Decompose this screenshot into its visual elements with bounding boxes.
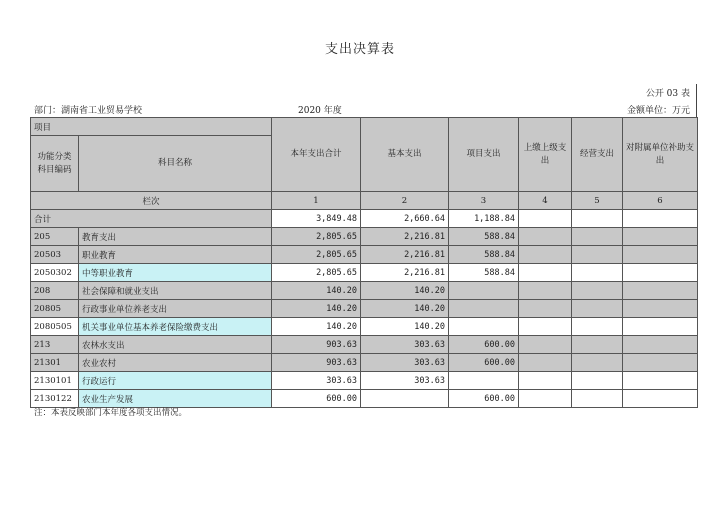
cell-col-3 [449, 300, 519, 318]
cell-col-3: 600.00 [449, 390, 519, 408]
cell-col-5 [572, 318, 623, 336]
row-name: 社会保障和就业支出 [79, 282, 272, 300]
table-row [31, 336, 698, 354]
cell-col-2: 2,660.64 [361, 210, 449, 228]
row-name: 中等职业教育 [79, 264, 272, 282]
row-name: 教育支出 [79, 228, 272, 246]
cell-col-2: 140.20 [361, 282, 449, 300]
cell-col-1: 903.63 [272, 354, 361, 372]
margin-line [696, 84, 697, 118]
cell-col-3 [449, 372, 519, 390]
cell-col-5 [572, 282, 623, 300]
row-code: 208 [31, 282, 79, 300]
header-item: 项目 [31, 118, 272, 136]
cell-col-5 [572, 228, 623, 246]
cell-col-3: 588.84 [449, 264, 519, 282]
cell-col-3 [449, 318, 519, 336]
header-code: 功能分类科目编码 [31, 136, 79, 192]
header-col-4: 上缴上级支出 [519, 118, 572, 192]
cell-col-4 [519, 264, 572, 282]
cell-col-2: 2,216.81 [361, 264, 449, 282]
cell-col-3: 588.84 [449, 246, 519, 264]
cell-col-1: 303.63 [272, 372, 361, 390]
cell-col-4 [519, 390, 572, 408]
cell-col-2: 2,216.81 [361, 228, 449, 246]
table-row [31, 282, 698, 300]
cell-col-5 [572, 390, 623, 408]
row-name: 农业农村 [79, 354, 272, 372]
table-row [31, 228, 698, 246]
row-code: 2130101 [31, 372, 79, 390]
table-row [31, 246, 698, 264]
table-row [31, 318, 698, 336]
index-col-2: 2 [361, 192, 449, 210]
cell-col-4 [519, 318, 572, 336]
cell-col-6 [623, 264, 698, 282]
cell-col-2: 140.20 [361, 318, 449, 336]
row-code: 21301 [31, 354, 79, 372]
index-col-6: 6 [623, 192, 698, 210]
table-note: 注：本表反映部门本年度各项支出情况。 [34, 408, 188, 418]
header-col-1: 本年支出合计 [272, 118, 361, 192]
cell-col-1: 903.63 [272, 336, 361, 354]
header-col-3: 项目支出 [449, 118, 519, 192]
cell-col-6 [623, 210, 698, 228]
cell-col-2: 2,216.81 [361, 246, 449, 264]
cell-col-4 [519, 282, 572, 300]
cell-col-3: 588.84 [449, 228, 519, 246]
expenditure-table [30, 117, 698, 408]
table-row [31, 390, 698, 408]
row-name: 农林水支出 [79, 336, 272, 354]
row-code: 205 [31, 228, 79, 246]
cell-col-6 [623, 390, 698, 408]
cell-col-1: 140.20 [272, 300, 361, 318]
row-code: 2080505 [31, 318, 79, 336]
table-row [31, 372, 698, 390]
cell-col-1: 140.20 [272, 282, 361, 300]
header-col-2: 基本支出 [361, 118, 449, 192]
cell-col-1: 2,805.65 [272, 246, 361, 264]
table-row [31, 354, 698, 372]
cell-col-5 [572, 300, 623, 318]
row-code: 2130122 [31, 390, 79, 408]
cell-col-6 [623, 300, 698, 318]
cell-col-6 [623, 372, 698, 390]
cell-col-1: 140.20 [272, 318, 361, 336]
cell-col-3: 1,188.84 [449, 210, 519, 228]
index-label: 栏次 [31, 192, 272, 210]
cell-col-2: 140.20 [361, 300, 449, 318]
header-col-6: 对附属单位补助支出 [623, 118, 698, 192]
cell-col-4 [519, 336, 572, 354]
header-col-5: 经营支出 [572, 118, 623, 192]
row-name: 农业生产发展 [79, 390, 272, 408]
row-name: 机关事业单位基本养老保险缴费支出 [79, 318, 272, 336]
unit-label: 金额单位：万元 [626, 106, 690, 116]
page-title: 支出决算表 [324, 42, 395, 57]
index-col-5: 5 [572, 192, 623, 210]
cell-col-4 [519, 246, 572, 264]
cell-col-4 [519, 354, 572, 372]
form-number: 公开 03 表 [645, 89, 690, 99]
cell-col-3: 600.00 [449, 336, 519, 354]
row-code: 2050302 [31, 264, 79, 282]
cell-col-6 [623, 336, 698, 354]
cell-col-2 [361, 390, 449, 408]
year-label: 2020 年度 [298, 106, 342, 116]
cell-col-5 [572, 336, 623, 354]
table-row [31, 210, 698, 228]
cell-col-6 [623, 354, 698, 372]
cell-col-3: 600.00 [449, 354, 519, 372]
header-name: 科目名称 [79, 136, 272, 192]
row-code: 213 [31, 336, 79, 354]
row-code: 20503 [31, 246, 79, 264]
cell-col-4 [519, 300, 572, 318]
cell-col-5 [572, 210, 623, 228]
row-code: 20805 [31, 300, 79, 318]
cell-col-6 [623, 282, 698, 300]
cell-col-6 [623, 318, 698, 336]
cell-col-4 [519, 228, 572, 246]
cell-col-1: 600.00 [272, 390, 361, 408]
total-label: 合计 [31, 210, 272, 228]
cell-col-6 [623, 246, 698, 264]
cell-col-4 [519, 210, 572, 228]
cell-col-5 [572, 264, 623, 282]
table-row [31, 300, 698, 318]
department-label: 部门：湖南省工业贸易学校 [34, 106, 143, 116]
cell-col-1: 2,805.65 [272, 228, 361, 246]
cell-col-4 [519, 372, 572, 390]
cell-col-3 [449, 282, 519, 300]
row-name: 职业教育 [79, 246, 272, 264]
row-name: 行政运行 [79, 372, 272, 390]
index-col-3: 3 [449, 192, 519, 210]
cell-col-2: 303.63 [361, 336, 449, 354]
cell-col-5 [572, 372, 623, 390]
row-name: 行政事业单位养老支出 [79, 300, 272, 318]
cell-col-5 [572, 246, 623, 264]
cell-col-2: 303.63 [361, 372, 449, 390]
cell-col-6 [623, 228, 698, 246]
cell-col-1: 2,805.65 [272, 264, 361, 282]
cell-col-2: 303.63 [361, 354, 449, 372]
table-body [31, 210, 698, 408]
cell-col-1: 3,849.48 [272, 210, 361, 228]
index-col-1: 1 [272, 192, 361, 210]
table-row [31, 264, 698, 282]
cell-col-5 [572, 354, 623, 372]
index-col-4: 4 [519, 192, 572, 210]
